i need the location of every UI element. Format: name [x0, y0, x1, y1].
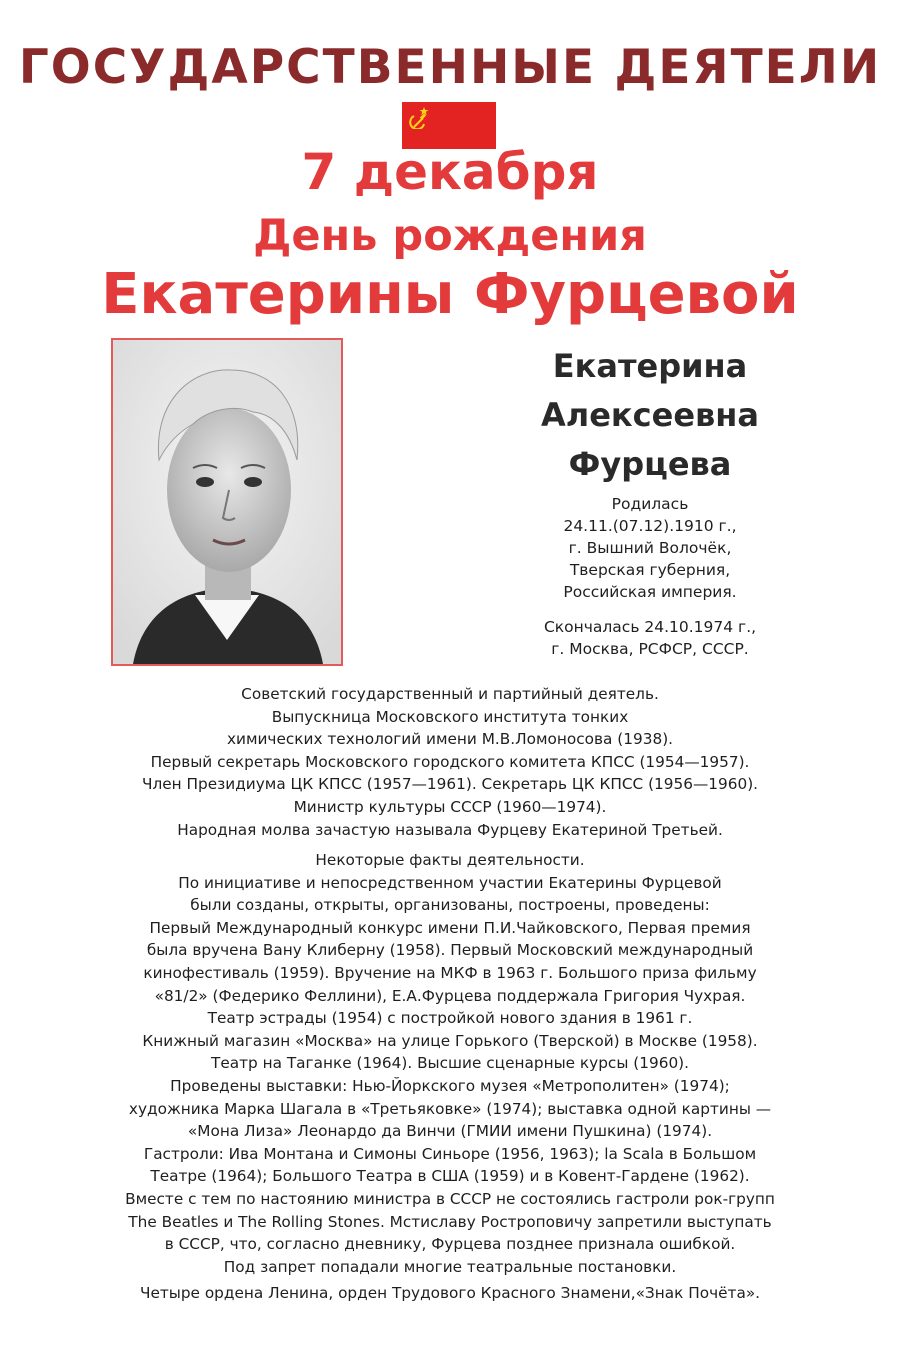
summary-line: Народная молва зачастую называла Фурцеву Екатериной Третьей.	[177, 820, 723, 839]
facts-line: художника Марка Шагала в «Третьяковке» (1974); выставка одной картины —	[128, 1099, 772, 1118]
portrait-photo	[111, 338, 343, 666]
facts-line: в СССР, что, согласно дневнику, Фурцева позднее признала ошибкой.	[164, 1235, 736, 1254]
facts-line: была вручена Вану Клиберну (1958). Первый Московский международный	[146, 941, 754, 960]
person-patronymic: Алексеевна	[541, 396, 759, 434]
birth-info	[500, 493, 800, 603]
summary-text	[30, 683, 870, 841]
birth-info-line: 24.11.(07.12).1910 г.,	[563, 517, 737, 535]
awards-text: Четыре ордена Ленина, орден Трудового Красного Знамени,«Знак Почёта».	[139, 1284, 761, 1302]
summary-line: Советский государственный и партийный деятель.	[241, 685, 659, 703]
facts-line: Вместе с тем по настоянию министра в СССР не состоялись гастроли рок-групп	[125, 1189, 775, 1208]
facts-line: Под запрет попадали многие театральные постановки.	[223, 1257, 677, 1276]
summary-line: Первый секретарь Московского городского комитета КПСС (1954—1957).	[150, 752, 750, 771]
facts-text	[30, 849, 870, 1278]
ussr-flag	[402, 102, 496, 149]
death-info-line: Скончалась 24.10.1974 г.,	[543, 618, 757, 636]
death-info-line: г. Москва, РСФСР, СССР.	[551, 640, 749, 658]
birth-info-line: Родилась	[611, 495, 689, 513]
facts-line: The Beatles и The Rolling Stones. Мстиславу Ростроповичу запретили выступать	[128, 1212, 772, 1231]
birth-info-line: г. Вышний Волочёк,	[568, 539, 732, 557]
portrait-image	[113, 340, 341, 664]
birth-info-line: Российская империя.	[563, 583, 737, 601]
person-first-name: Екатерина	[552, 347, 748, 385]
page-title: ГОСУДАРСТВЕННЫЕ ДЕЯТЕЛИ	[18, 40, 882, 95]
facts-line: Театр на Таганке (1964). Высшие сценарные курсы (1960).	[210, 1054, 690, 1073]
facts-line: Первый Международный конкурс имени П.И.Чайковского, Первая премия	[149, 918, 751, 937]
headline-name: Екатерины Фурцевой	[101, 262, 799, 327]
facts-line: По инициативе и непосредственном участии Екатерины Фурцевой	[178, 873, 722, 892]
summary-line: химических технологий имени М.В.Ломоносова (1938).	[226, 730, 674, 749]
facts-line: Гастроли: Ива Монтана и Симоны Синьоре (1956, 1963); la Scala в Большом	[143, 1144, 757, 1163]
summary-line: Член Президиума ЦК КПСС (1957—1961). Секретарь ЦК КПСС (1956—1960).	[141, 775, 759, 794]
facts-line: «Мона Лиза» Леонардо да Винчи (ГМИИ имени Пушкина) (1974).	[187, 1122, 713, 1141]
facts-line: были созданы, открыты, организованы, построены, проведены:	[190, 896, 710, 915]
summary-line: Выпускница Московского института тонких	[271, 707, 629, 726]
facts-line: кинофестиваль (1959). Вручение на МКФ в 1963 г. Большого приза фильму	[143, 963, 757, 982]
facts-line: Театр эстрады (1954) с постройкой нового здания в 1961 г.	[207, 1009, 693, 1028]
hammer-sickle-icon	[408, 107, 432, 129]
summary-line: Министр культуры СССР (1960—1974).	[293, 797, 607, 816]
person-full-name	[490, 342, 810, 489]
facts-line: Проведены выставки: Нью-Йоркского музея «Метрополитен» (1974);	[170, 1076, 730, 1095]
facts-line: Театре (1964); Большого Театра в США (1959) и в Ковент-Гардене (1962).	[150, 1167, 750, 1186]
birth-info-line: Тверская губерния,	[569, 561, 731, 579]
facts-line: «81/2» (Федерико Феллини), Е.А.Фурцева поддержала Григория Чухрая.	[154, 986, 746, 1005]
person-surname: Фурцева	[568, 445, 732, 483]
facts-line: Некоторые факты деятельности.	[315, 851, 585, 869]
facts-line: Книжный магазин «Москва» на улице Горького (Тверской) в Москве (1958).	[142, 1031, 758, 1050]
headline-date: 7 декабря	[301, 143, 599, 201]
headline-birthday: День рождения	[253, 211, 647, 261]
death-info	[500, 616, 800, 660]
